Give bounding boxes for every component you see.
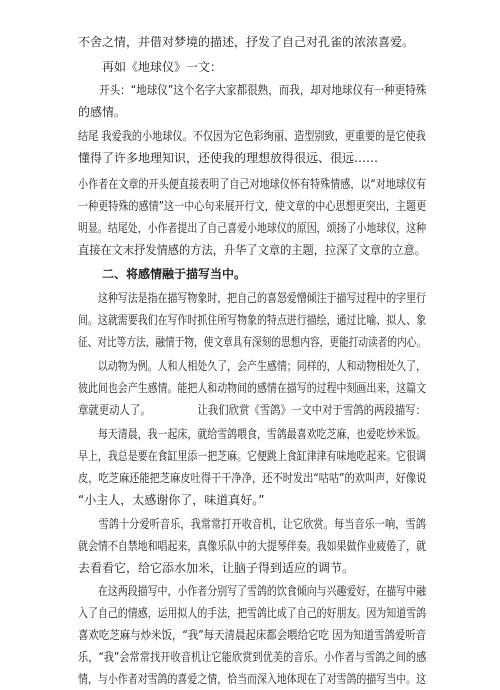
text-line: 的感情。 bbox=[78, 105, 127, 119]
text-line: 小作者在文章的开头便直接表明了自己对地球仪怀有特殊情感，以“对地球仪有 bbox=[78, 177, 426, 191]
text-line: 懂得了许多地理知识，还使我的理想放得很远、很远…… bbox=[78, 151, 379, 165]
paragraph-globe-intro bbox=[78, 56, 426, 78]
text-line: 结尾 我爱我的小地球仪。不仅因为它色彩绚丽、造型别致，更重要的是它使我 bbox=[78, 129, 426, 143]
paragraph-globe-analysis bbox=[78, 173, 426, 261]
text-line: 以动物为例。人和人相处久了，会产生感情；同样的，人和动物相处久了， bbox=[78, 359, 426, 373]
text-line: 在这两段描写中，小作者分别写了雪鸽的饮食倾向与兴趣爱好，在描写中融 bbox=[78, 584, 426, 598]
text-line: 征、对比等方法，融情于物，使文章具有深刻的思想内容，更能打动读者的内心。 bbox=[78, 335, 426, 349]
text-line: 去看看它，给它添水加米，让脑子得到适应的调节。 bbox=[78, 561, 355, 575]
text-line: 皮，吃芝麻还能把芝麻皮吐得干干净净，还不时发出“咕咕”的欢叫声，好像说 bbox=[78, 471, 426, 485]
text-line: 直接在文末抒发情感的方法，升华了文章的主题，拉深了文章的立意。 bbox=[78, 243, 426, 257]
section-heading bbox=[78, 263, 426, 285]
paragraph-peacock-ending bbox=[78, 31, 426, 53]
heading-line: 二、将感情融于描写当中。 bbox=[78, 267, 247, 281]
text-line: 早上，我总是要在食缸里添一把芝麻。它便跳上食缸津津有味地吃起来。它很调 bbox=[78, 449, 426, 463]
text-line: 再如《地球仪》一文： bbox=[78, 60, 223, 74]
paragraph-globe-ending bbox=[78, 125, 426, 169]
text-line: 这种写法是指在描写物象时，把自己的喜怒爱憎倾注于描写过程中的字里行 bbox=[78, 291, 426, 305]
text-line: 一种更特殊的感情”这一中心句来展开行文，使文章的中心思想更突出，主题更 bbox=[78, 199, 426, 213]
text-line: 开头：“地球仪”这个名字大家都很熟，而我，却对地球仪有一种更特殊 bbox=[78, 83, 426, 97]
text-line: 彼此间也会产生感情。能把人和动物间的感情在描写的过程中刻画出来，这篇文 bbox=[78, 381, 426, 395]
paragraph-pigeon-music bbox=[78, 513, 426, 579]
paragraph-method-explanation bbox=[78, 287, 426, 353]
text-line: 不舍之情，并借对梦境的描述，抒发了自己对孔雀的浓浓喜爱。 bbox=[78, 35, 415, 49]
text-line: 就会情不自禁地和唱起来，真像乐队中的大提琴伴奏。我如果做作业疲倦了，就 bbox=[78, 539, 426, 553]
paragraph-pigeon-analysis bbox=[78, 580, 426, 690]
text-line: 情，与小作者对雪鸽的喜爱之情，恰当而深入地体现在了对雪鸽的描写当中。这 bbox=[78, 672, 426, 686]
text-line: “小主人，太感谢你了，味道真好。” bbox=[78, 493, 265, 507]
paragraph-pigeon-feeding bbox=[78, 423, 426, 511]
text-line: 章就更动人了。 让我们欣赏《雪鸽》一文中对于雪鸽的两段描写： bbox=[78, 403, 426, 417]
paragraph-animal-example bbox=[78, 355, 426, 421]
text-line: 入了自己的情感，运用拟人的手法，把雪鸽比成了自己的好朋友。因为知道雪鸽 bbox=[78, 606, 426, 620]
text-line: 喜欢吃芝麻与炒米饭，“我”每天清晨起床都会喂给它吃 因为知道雪鸽爱听音 bbox=[78, 628, 426, 642]
text-line: 明显。结尾处，小作者提出了自己喜爱小地球仪的原因，颂扬了小地球仪，这种 bbox=[78, 221, 426, 235]
paragraph-globe-opening bbox=[78, 79, 426, 123]
text-line: 雪鸽十分爱听音乐，我常常打开收音机，让它欣赏。每当音乐一响，雪鸽 bbox=[78, 517, 426, 531]
text-line: 乐，“我”会常常找开收音机让它能欣赏到优美的音乐。小作者与雪鸽之间的感 bbox=[78, 650, 426, 664]
text-line: 每天清晨，我一起床，就给雪鸽喂食，雪鸽最喜欢吃芝麻，也爱吃炒米饭。 bbox=[78, 427, 426, 441]
text-line: 间。这就需要我们在写作时抓住所写物象的特点进行描绘，通过比喻、拟人、象 bbox=[78, 313, 426, 327]
